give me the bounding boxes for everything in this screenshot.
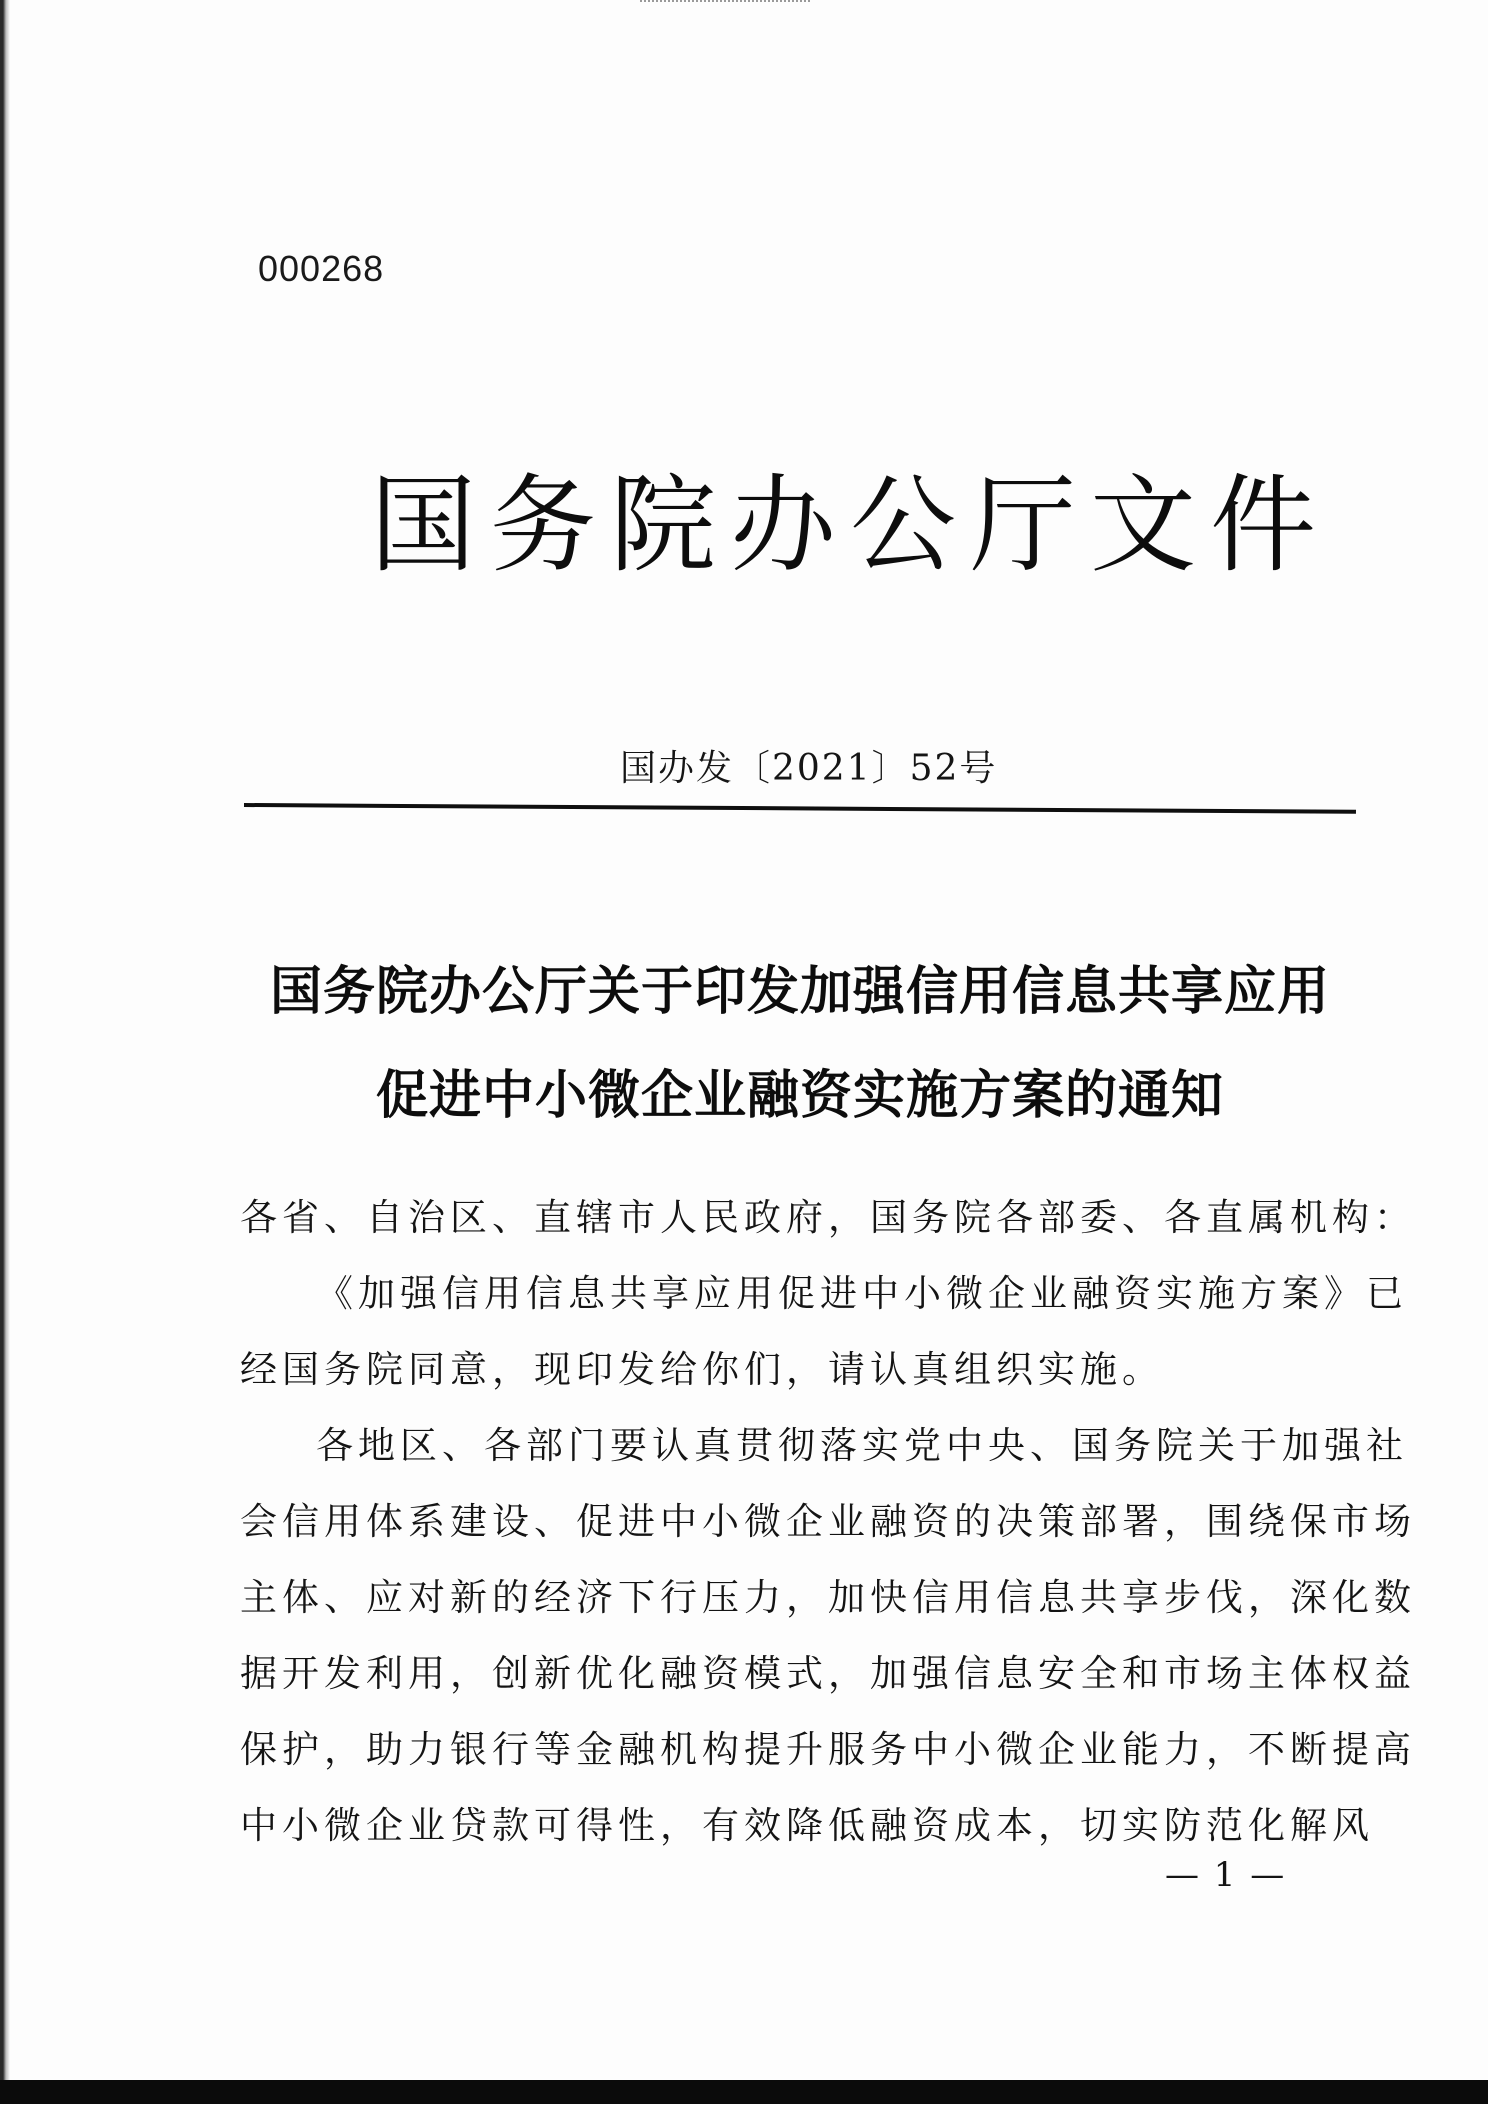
body-line: 保护，助力银行等金融机构提升服务中小微企业能力，不断提高 (240, 1728, 1416, 1771)
body-text (240, 1180, 1416, 1864)
notice-title (240, 940, 1360, 1148)
body-line: 《加强信用信息共享应用促进中小微企业融资实施方案》已 (316, 1272, 1408, 1315)
issuer-title: 国务院办公厅文件 (370, 464, 1330, 587)
header-rule (244, 803, 1356, 814)
body-line: 中小微企业贷款可得性，有效降低融资成本，切实防范化解风 (240, 1804, 1374, 1847)
scan-top-specks (640, 0, 810, 8)
body-line: 各地区、各部门要认真贯彻落实党中央、国务院关于加强社 (316, 1424, 1408, 1467)
body-line: 经国务院同意，现印发给你们，请认真组织实施。 (240, 1348, 1164, 1391)
body-line: 据开发利用，创新优化融资模式，加强信息安全和市场主体权益 (240, 1652, 1416, 1695)
body-line: 会信用体系建设、促进中小微企业融资的决策部署，围绕保市场 (240, 1500, 1416, 1543)
serial-number: 000268 (258, 248, 385, 289)
scan-left-edge (0, 0, 10, 2080)
addressee-line: 各省、自治区、直辖市人民政府，国务院各部委、各直属机构： (240, 1196, 1416, 1239)
page-number: — 1 — (1165, 1855, 1287, 1895)
scan-bottom-band (0, 2080, 1488, 2104)
issue-code: 国办发〔2021〕52号 (620, 748, 998, 789)
body-line: 主体、应对新的经济下行压力，加快信用信息共享步伐，深化数 (240, 1576, 1416, 1619)
notice-title-line-2: 促进中小微企业融资实施方案的通知 (375, 1066, 1224, 1126)
notice-title-line-1: 国务院办公厅关于印发加强信用信息共享应用 (269, 962, 1330, 1022)
